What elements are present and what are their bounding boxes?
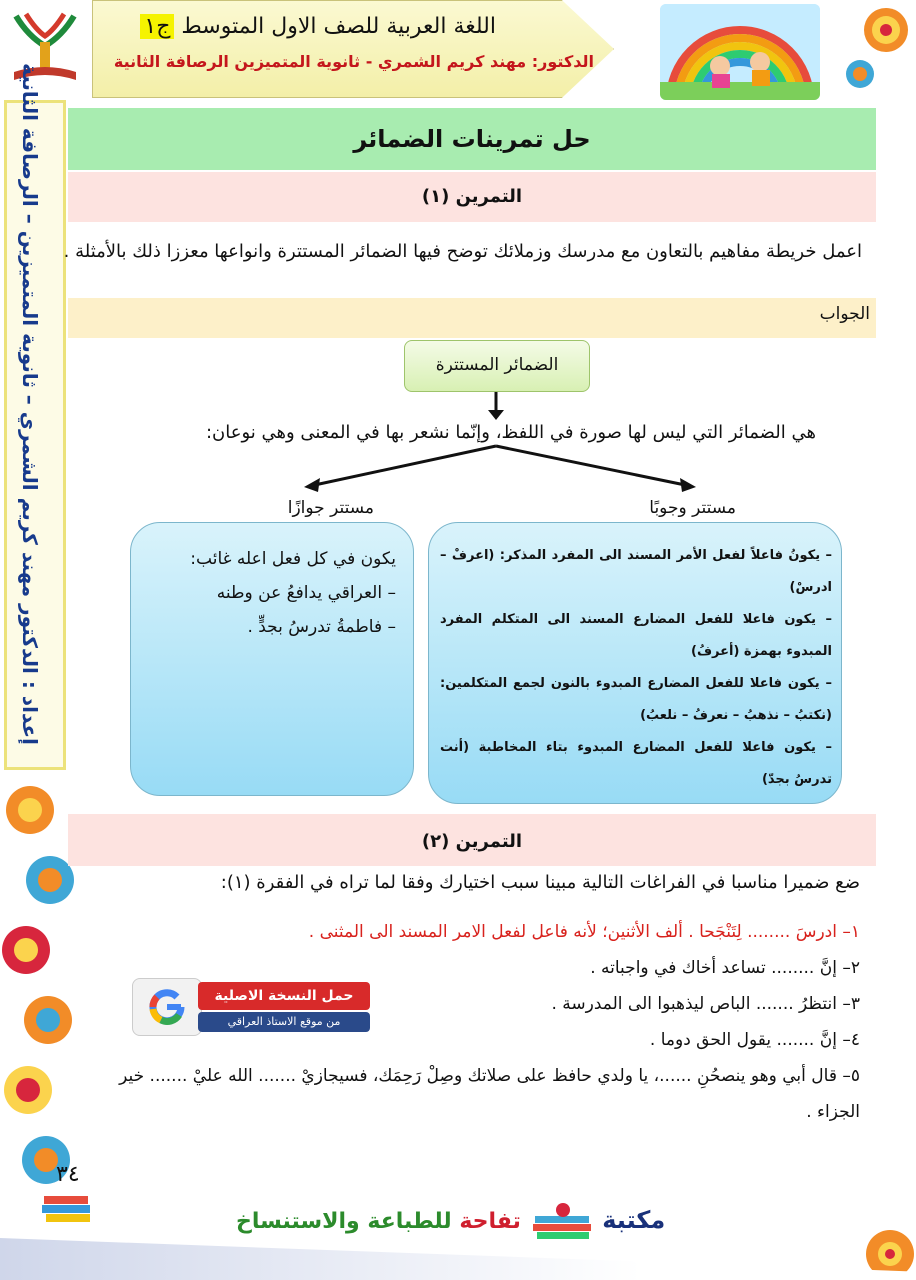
list-item: – العراقي يدافعُ عن وطنه (216, 583, 396, 603)
header-title: اللغة العربية للصف الاول المتوسط ج١ (140, 14, 496, 39)
may-intro: يكون في كل فعل اعله غائب: (190, 549, 396, 569)
list-item: ٥– قال أبي وهو ينصحُنِ ......، يا ولدي حافظ على صلاتك وصِلْ رَحِمَك، فسيجازيْ ....... الله عليْ ....... خير الجزاء . (119, 1066, 860, 1122)
list-item: ٢– إنَّ ........ تساعد أخاك في واجباته . (590, 958, 860, 978)
brand-word-printing: للطباعة والاستنساخ (236, 1209, 452, 1234)
exercise1-text: اعمل خريطة مفاهيم بالتعاون مع مدرسك وزملائك توضح فيها الضمائر المستترة وانواعها معززا ذلك بالأمثلة . (63, 241, 862, 262)
footer-brand (236, 1202, 665, 1242)
books-icon (40, 1192, 94, 1226)
source-site-link[interactable]: من موقع الاستاذ العراقي (198, 1012, 370, 1032)
list-item: ١– ادرسَ ........ لِتَنْجَحا . ألف الأثنين؛ لأنه فاعل لفعل الامر المسند الى المثنى . (308, 922, 860, 942)
exercise1-title: التمرين (١) (421, 186, 523, 207)
books-apple-icon (529, 1202, 595, 1242)
list-item: – يكون فاعلا للفعل المضارع المبدوء بتاء المخاطبة (أنت تدرسُ بجدّ) (440, 740, 832, 787)
exercise2-instruction: ضع ضميرا مناسبا في الفراغات التالية مبينا سبب اختيارك وفقا لما تراه في الفقرة (١): (220, 872, 860, 893)
ornament-icon (836, 0, 916, 90)
side-author-text: إعداد : الدكتور مهند كريم الشمري – ثانوية المتميزين – الرصافة الثانية (18, 63, 42, 745)
download-original-link[interactable]: حمل النسخة الاصلية (198, 982, 370, 1010)
list-item: – يكون فاعلا للفعل المضارع المسند الى المتكلم المفرد المبدوء بهمزة (أعرفُ) (440, 612, 832, 659)
may-list (146, 542, 396, 644)
diagram-arrows (260, 390, 740, 500)
branch-label-must: مستتر وجوبًا (649, 498, 736, 518)
concept-box: الضمائر المستترة (404, 340, 590, 392)
brand-word-library: مكتبة (602, 1206, 666, 1234)
page-number: ٣٤ (56, 1162, 80, 1187)
footer-strip (0, 1238, 916, 1280)
rainbow-kids-picture-icon (660, 4, 820, 100)
definition-text: هي الضمائر التي ليس لها صورة في اللفظ، وإنّما نشعر بها في المعنى وهي نوعان: (205, 422, 816, 443)
list-item: – فاطمةُ تدرسُ بجدٍّ . (247, 617, 396, 637)
list-item: ٤– إنَّ ....... يقول الحق دوما . (649, 1030, 860, 1050)
google-badge-button[interactable] (132, 978, 202, 1036)
page-title: حل تمرينات الضمائر (353, 125, 591, 153)
list-item: – يكون فاعلا للفعل المضارع المبدوء بالنون لجمع المتكلمين: (نكتبُ – نذهبُ – نعرفُ – نلعبُ) (440, 676, 832, 723)
volume-badge: ج١ (140, 14, 174, 39)
exercise2-title: التمرين (٢) (421, 831, 523, 852)
branch-label-may: مستتر جوازًا (287, 498, 374, 518)
list-item: ٣– انتظرُ ....... الباص ليذهبوا الى المدرسة . (551, 994, 860, 1014)
answer-band (68, 298, 876, 338)
header-subtitle: الدكتور: مهند كريم الشمري - ثانوية المتميزين الرصافة الثانية (113, 52, 594, 71)
google-icon (133, 979, 201, 1035)
list-item: – يكونُ فاعلاً لفعل الأمر المسند الى المفرد المذكر: (اعرفْ – ادرسْ) (440, 548, 832, 595)
answer-label: الجواب (819, 304, 870, 324)
must-list (440, 540, 832, 796)
brand-word-apple: تفاحة (459, 1209, 521, 1234)
